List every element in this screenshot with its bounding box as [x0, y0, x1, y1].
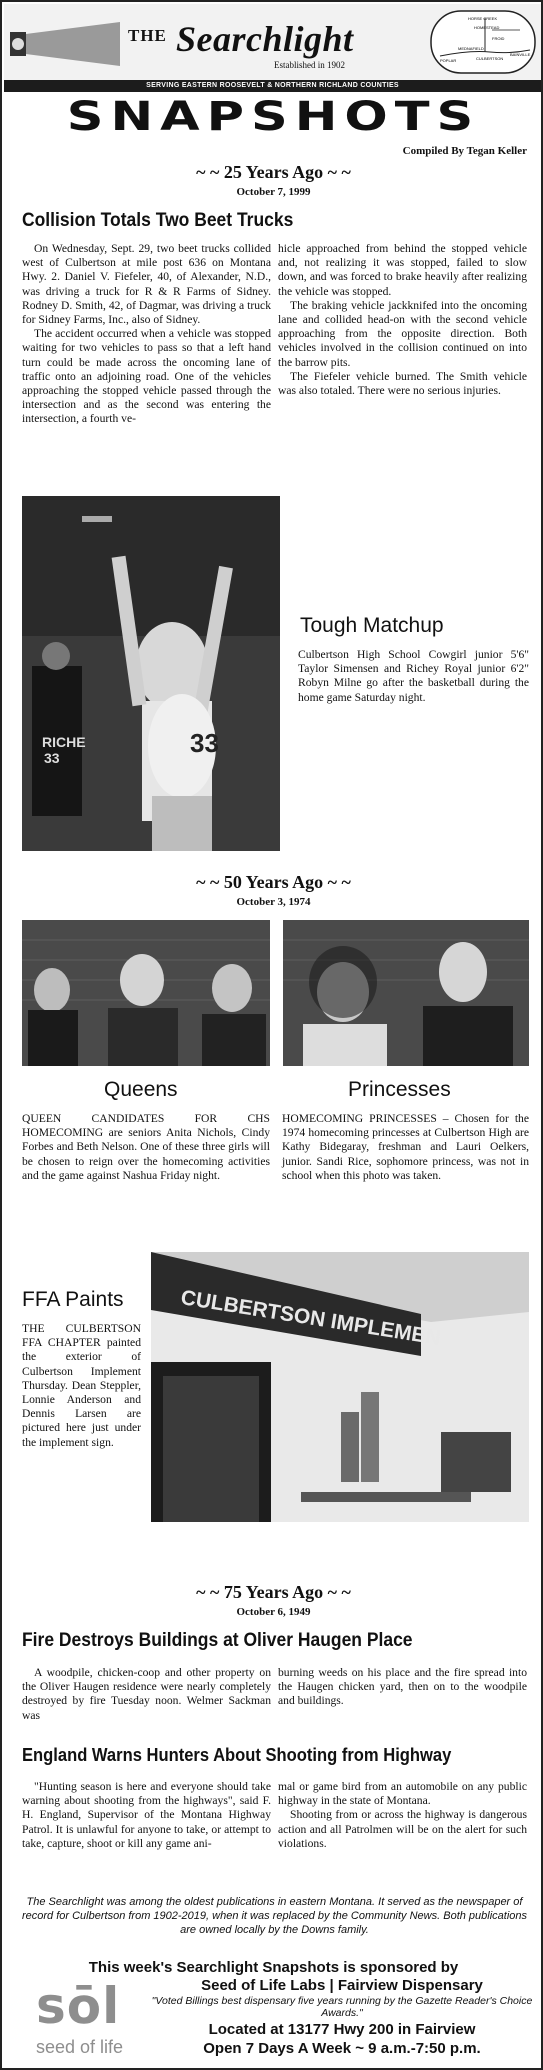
basketball-photo [22, 496, 280, 851]
princesses-caption: HOMECOMING PRINCESSES – Chosen for the 1974 homecoming princesses at Culbertson High are Kathy Bidegaray, freshman and Lauri Oelkers, junior. Sandi Rice, sophomore princess, was not in school when this photo was taken. [282, 1112, 529, 1182]
jersey-number: 33 [190, 728, 219, 758]
logo-subtitle: seed of life [36, 2037, 124, 2057]
map-label-5: POPLAR [440, 58, 457, 63]
paragraph: burning weeds on his place and the fire spread into the Haugen chicken yard, then on to the woodpile and buildings. [278, 1666, 527, 1708]
era-75-date: October 6, 1949 [236, 1606, 311, 1618]
map-label-1: HOMESTEAD [474, 25, 500, 30]
jersey-number: 33 [44, 750, 60, 766]
area-map-icon [430, 10, 536, 74]
paragraph: The Fiefeler vehicle burned. The Smith vehicle was also totaled. There were no serious injuries. [278, 369, 527, 398]
compiled-by: Compiled By Tegan Keller [402, 145, 527, 157]
tough-matchup-caption: Culbertson High School Cowgirl junior 5'6" Taylor Simensen and Richey Royal junior 6'2" Robyn Milne go after the basketball during the home game Saturday night. [298, 648, 529, 704]
era-50-date: October 3, 1974 [236, 896, 311, 908]
story-1-column-1 [22, 1666, 271, 1723]
paragraph: mal or game bird from an automobile on any public highway in the state of Montana. [278, 1780, 527, 1808]
seed-of-life-logo [30, 1977, 142, 2062]
section-title: SNAPSHOTS [66, 94, 481, 141]
masthead [4, 4, 541, 80]
map-label-2: FROID [492, 36, 505, 41]
paragraph: "Hunting season is here and everyone should take warning about shooting from the highways", said F. H. England, Supervisor of the Montana Highway Patrol. It is unlawful for anyone to take, or attempt to take, capture, shoot or kill any game ani- [22, 1780, 271, 1850]
era-25-date: October 7, 1999 [236, 186, 311, 198]
sponsor-hours: Open 7 Days A Week ~ 9 a.m.-7:50 p.m. [203, 2040, 481, 2057]
map-label-4: CULBERTSON [476, 56, 504, 61]
queens-caption: QUEEN CANDIDATES FOR CHS HOMECOMING are seniors Anita Nichols, Cindy Forbes and Beth Nelson. One of these three girls will be chosen to reign over the homecoming activities and the game against Nashua Friday night. [22, 1112, 270, 1182]
searchlight-beam-icon [10, 22, 120, 66]
story-2-column-1 [22, 1780, 271, 1851]
map-label-3: BAINVILLE [510, 52, 531, 57]
map-label-0: HORSE CREEK [468, 16, 498, 21]
masthead-tagline: SERVING EASTERN ROOSEVELT & NORTHERN RICHLAND COUNTIES [4, 80, 541, 92]
paragraph: A woodpile, chicken-coop and other property on the Oliver Haugen residence were nearly completely destroyed by fire Tuesday noon. Welmer Sackman was [22, 1666, 271, 1722]
ffa-photo [151, 1252, 529, 1522]
sponsor-quote: "Voted Billings best dispensary five years running by the Gazette Reader's Choice Awards." [151, 1995, 533, 2019]
queens-photo [22, 920, 270, 1066]
era-75-headline-2: England Warns Hunters About Shooting from Highway [22, 1745, 452, 1765]
story-2-column-2 [278, 1780, 527, 1851]
masthead-established: Established in 1902 [274, 60, 345, 70]
masthead-the: THE [128, 26, 167, 45]
paragraph: hicle approached from behind the stopped vehicle and, not realizing it was stopped, failed to slow down, and was forced to brake heavily after realizing the vehicle was stopped. [278, 242, 527, 298]
masthead-title: Searchlight [176, 19, 354, 59]
sponsor-title: This week's Searchlight Snapshots is sponsored by [88, 1959, 459, 1976]
era-75-label: ~ ~ 75 Years Ago ~ ~ [196, 1582, 351, 1602]
paragraph: On Wednesday, Sept. 29, two beet trucks collided west of Culbertson at mile post 636 on Montana Hwy. 2. Daniel V. Fiefeler, 40, of Alexander, N.D., was driving a truck for R & R Farms of Sidney. Rodney D. Smith, 42, of Dagmar, was driving a truck for Sidney Farms, Inc., also of Sidney. [22, 242, 271, 327]
paragraph: Shooting from or across the highway is dangerous action and all Patrolmen will be on the alert for such violations. [278, 1808, 527, 1850]
queens-head: Queens [104, 1078, 178, 1101]
implement-sign-text: CULBERTSON IMPLEMEN [179, 1286, 443, 1350]
era-25-label: ~ ~ 25 Years Ago ~ ~ [196, 162, 351, 182]
princesses-head: Princesses [348, 1078, 451, 1101]
paragraph: The braking vehicle jackknifed into the oncoming lane and collided head-on with the second vehicle approaching from the opposite direction. Both vehicles involved in the collision continued on into the barrow pits. [278, 298, 527, 369]
paragraph: The accident occurred when a vehicle was stopped waiting for two vehicles to pass so that a left hand turn could be made across the oncoming lane of traffic onto an adjoining road. One of the vehicles approaching the stopped vehicle passed through the intersection and as the second was entering the intersection, a fourth ve- [22, 327, 271, 426]
sponsor-name: Seed of Life Labs | Fairview Dispensary [201, 1977, 483, 1994]
era-75-headline-1: Fire Destroys Buildings at Oliver Haugen Place [22, 1630, 413, 1651]
story-1-column-2 [278, 1666, 527, 1709]
princesses-photo [283, 920, 529, 1066]
era-25-column-2 [278, 242, 527, 398]
era-50-label: ~ ~ 50 Years Ago ~ ~ [196, 872, 351, 892]
era-25-column-1 [22, 242, 271, 427]
publication-footnote: The Searchlight was among the oldest publications in eastern Montana. It served as the newspaper of record for Culbertson from 1902-2019, when it was replaced by the Community News. Both publications are owned locally by the Downs family. [21, 1896, 528, 1936]
jersey-text: RICHE [42, 734, 86, 750]
logo-word: sōl [36, 1977, 121, 2035]
sponsor-location: Located at 13177 Hwy 200 in Fairview [208, 2021, 476, 2038]
ffa-paints-head: FFA Paints [22, 1288, 124, 1311]
tough-matchup-head: Tough Matchup [300, 614, 444, 637]
era-25-headline: Collision Totals Two Beet Trucks [22, 210, 294, 231]
ffa-paints-caption: THE CULBERTSON FFA CHAPTER painted the exterior of Culbertson Implement Thursday. Dean Steppler, Lonnie Anderson and Dennis Larsen are pictured here just under the implement sign. [22, 1322, 141, 1449]
map-label-6: MEDNAFIELD [458, 46, 484, 51]
